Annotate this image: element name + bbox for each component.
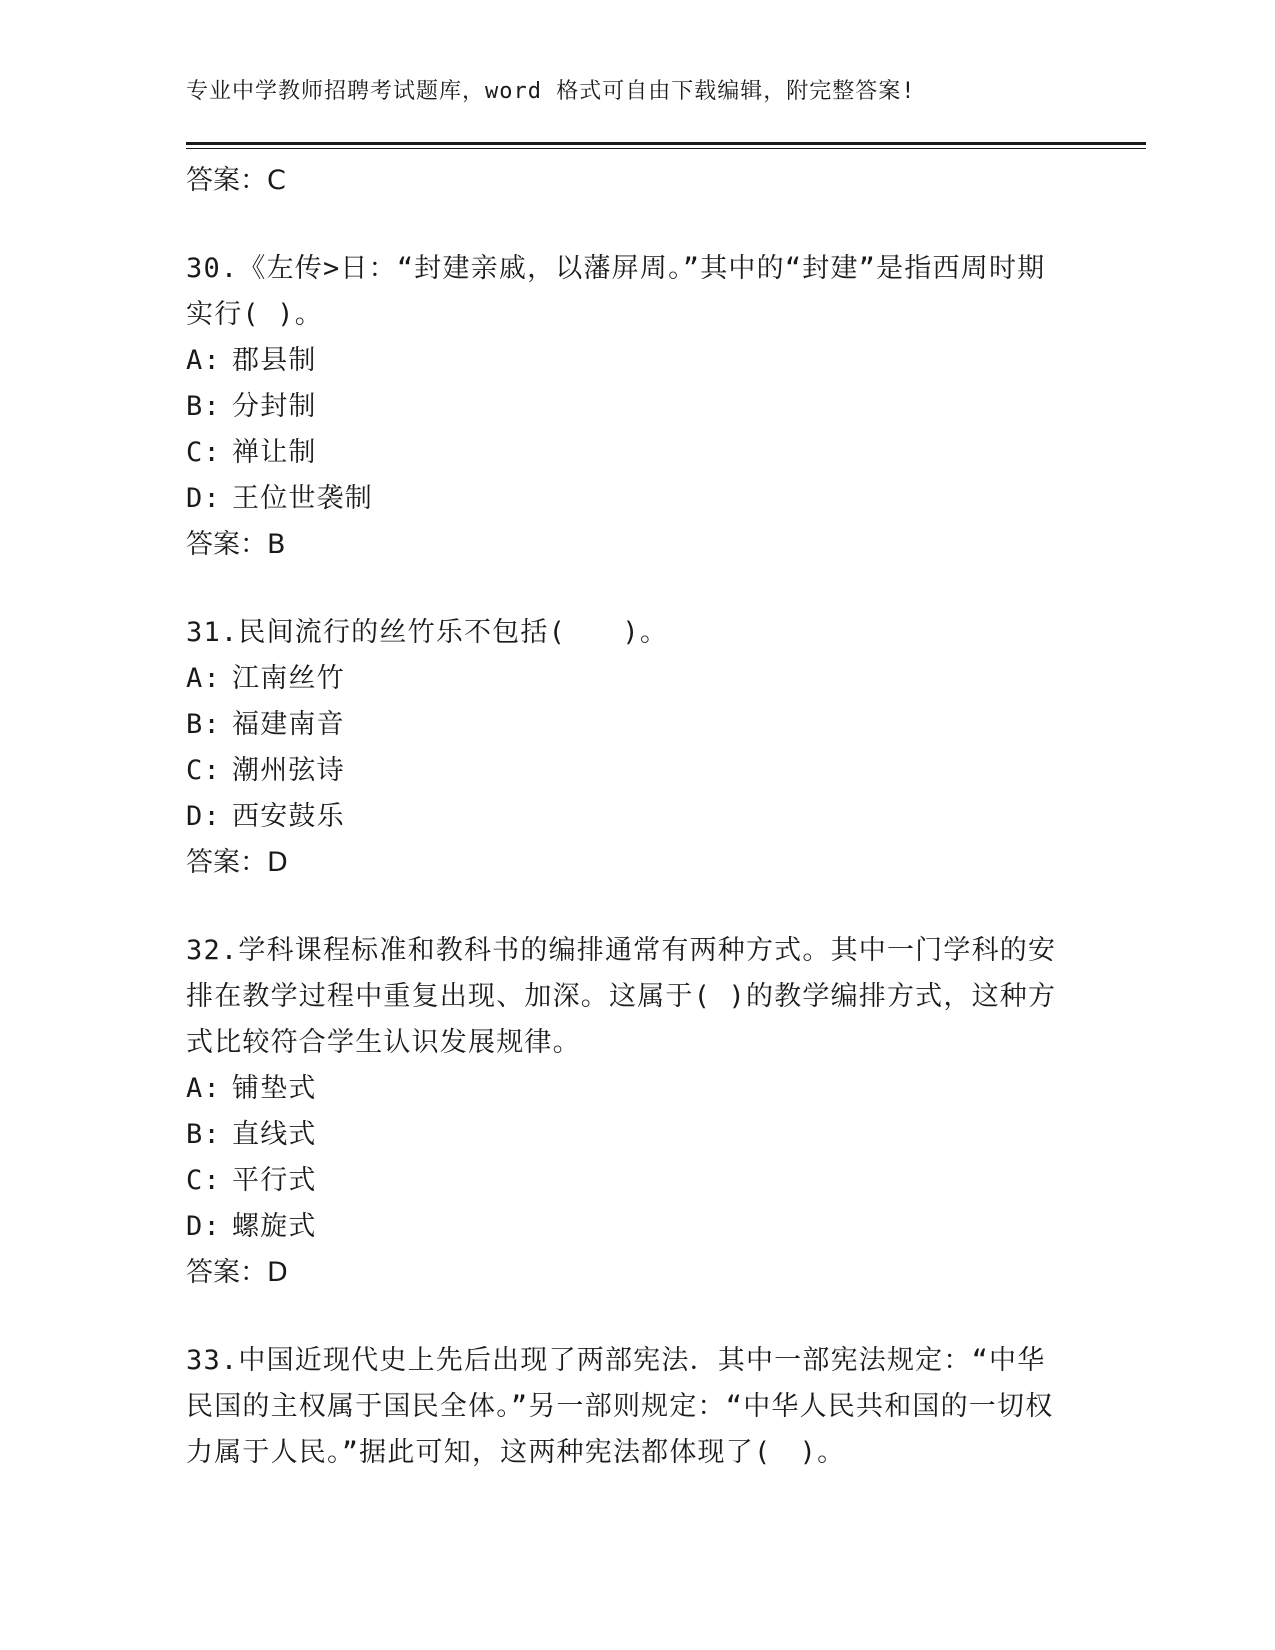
header-divider — [186, 142, 1146, 150]
answer-31: 答案：D — [186, 847, 288, 878]
option-d — [186, 476, 1066, 522]
option-label: 郡县制 — [232, 345, 317, 376]
option-label: 潮州弦诗 — [232, 755, 345, 786]
option-letter: A: — [186, 663, 221, 694]
option-letter: D: — [186, 483, 221, 514]
option-label: 平行式 — [232, 1165, 317, 1196]
spacer — [186, 568, 1066, 610]
question-text: 30.《左传>日：“封建亲戚，以藩屏周。”其中的“封建”是指西周时期实行( )。 — [186, 253, 1046, 330]
option-label: 王位世袭制 — [232, 483, 373, 514]
option-letter: C: — [186, 1165, 221, 1196]
option-letter: B: — [186, 709, 221, 740]
option-c — [186, 1158, 1066, 1204]
question-text: 32.学科课程标准和教科书的编排通常有两种方式。其中一门学科的安排在教学过程中重复出现、加深。这属于( )的教学编排方式，这种方式比较符合学生认识发展规律。 — [186, 935, 1057, 1058]
question-text: 31.民间流行的丝竹乐不包括( )。 — [186, 617, 669, 648]
spacer — [186, 886, 1066, 928]
header-divider-thick — [186, 142, 1146, 145]
answer-30: 答案：B — [186, 529, 286, 560]
option-letter: B: — [186, 1119, 221, 1150]
option-letter: D: — [186, 801, 221, 832]
spacer — [186, 204, 1066, 246]
option-label: 分封制 — [232, 391, 317, 422]
option-letter: A: — [186, 1073, 221, 1104]
option-letter: C: — [186, 437, 221, 468]
option-label: 西安鼓乐 — [232, 801, 345, 832]
question-30 — [186, 246, 1066, 568]
option-label: 福建南音 — [232, 709, 345, 740]
answer-29: 答案：C — [186, 165, 286, 196]
option-label: 铺垫式 — [232, 1073, 317, 1104]
option-a — [186, 1066, 1066, 1112]
question-33 — [186, 1338, 1066, 1476]
document-body — [186, 158, 1066, 1476]
option-label: 江南丝竹 — [232, 663, 345, 694]
option-label: 螺旋式 — [232, 1211, 317, 1242]
question-31 — [186, 610, 1066, 886]
question-32 — [186, 928, 1066, 1296]
header-divider-thin — [186, 148, 1146, 149]
option-b — [186, 384, 1066, 430]
option-a — [186, 656, 1066, 702]
page-header-title: 专业中学教师招聘考试题库，word 格式可自由下载编辑，附完整答案! — [186, 79, 916, 104]
option-c — [186, 430, 1066, 476]
option-label: 禅让制 — [232, 437, 317, 468]
option-letter: A: — [186, 345, 221, 376]
answer-32: 答案：D — [186, 1257, 288, 1288]
option-d — [186, 1204, 1066, 1250]
option-b — [186, 702, 1066, 748]
option-label: 直线式 — [232, 1119, 317, 1150]
question-text: 33.中国近现代史上先后出现了两部宪法．其中一部宪法规定：“中华民国的主权属于国民全体。”另一部则规定：“中华人民共和国的一切权力属于人民。”据此可知，这两种宪法都体现了( )。 — [186, 1345, 1054, 1468]
option-a — [186, 338, 1066, 384]
option-letter: D: — [186, 1211, 221, 1242]
option-d — [186, 794, 1066, 840]
spacer — [186, 1296, 1066, 1338]
option-letter: C: — [186, 755, 221, 786]
option-c — [186, 748, 1066, 794]
option-letter: B: — [186, 391, 221, 422]
option-b — [186, 1112, 1066, 1158]
